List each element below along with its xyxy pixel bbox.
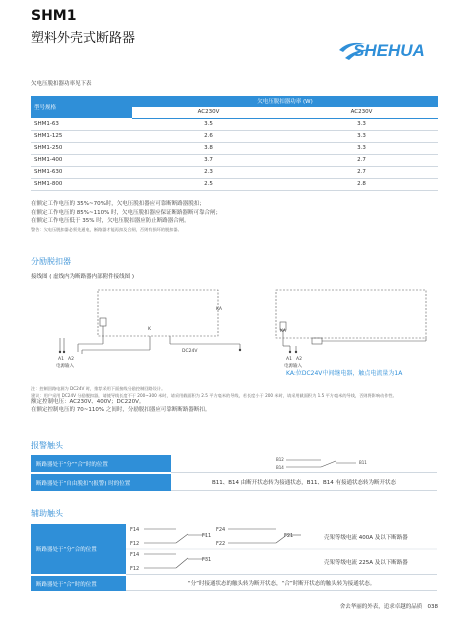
footer-slogan: 舍去华丽的外表，追求卓越的品质: [339, 604, 423, 610]
shunt-note: 建议：用户采用 DC24V 分励脱扣器，请使导线长度不于 200~300 米时，请采用截面积为 2.5 平方毫米的导线，若长度小于 200 米时，请采用截面积为 1.5 平方毫米的导线，否则将影响动作性。: [31, 393, 397, 398]
shunt-wiring-diagram: [40, 282, 440, 378]
svg-text:F11: F11: [202, 533, 212, 539]
aux-row2-value: “分”时接通状态的触头转为断开状态，“合”时断开状态的触头转为接通状态。: [126, 576, 437, 591]
svg-text:A1: A1: [58, 357, 64, 362]
table-row: [31, 130, 438, 142]
svg-text:F12: F12: [130, 541, 140, 547]
uv-note: 在额定工作电压低于 35% 时，欠电压脱扣器应防止断路器合闸。: [31, 218, 190, 224]
uv-note: 在额定工作电压的 85%~110% 时，欠电压脱扣器应保证断路器断可靠合闸；: [31, 209, 222, 216]
product-model: SHM1: [31, 8, 77, 24]
svg-text:电源输入: 电源输入: [284, 364, 302, 369]
table-row: [31, 142, 438, 154]
uv-cell-value: 3.8: [132, 142, 285, 154]
uv-table: [31, 96, 438, 191]
page-number: 038: [427, 604, 438, 610]
aux-row1-label: 断路器处于“分”合的位置: [31, 524, 126, 574]
uv-cell-model: SHM1-400: [31, 154, 132, 166]
uv-cell-model: SHM1-800: [31, 178, 132, 190]
shunt-notes: [31, 385, 441, 414]
svg-text:F14: F14: [130, 527, 140, 533]
table-row: [31, 166, 438, 178]
uv-cell-value: 2.8: [285, 178, 438, 190]
svg-text:壳架等级电流 400A 及以下断路器: 壳架等级电流 400A 及以下断路器: [324, 535, 408, 541]
svg-text:F22: F22: [216, 541, 226, 547]
aux-heading: 辅助触头: [31, 509, 63, 518]
uv-cell-value: 3.3: [285, 130, 438, 142]
uv-cell-value: 3.3: [285, 118, 438, 130]
uv-cell-value: 2.7: [285, 166, 438, 178]
uv-cell-model: SHM1-125: [31, 130, 132, 142]
uv-note: 在额定工作电压的 35%~70%时，欠电压脱扣器应可靠断断路器脱扣；: [31, 201, 205, 207]
svg-text:B11: B11: [359, 460, 367, 465]
uv-table-caption: 欠电压脱扣器功率见下表: [31, 81, 92, 87]
shunt-note: 额定控制电压：AC230V、400V；DC220V。: [31, 399, 145, 405]
uv-cell-value: 2.5: [132, 178, 285, 190]
uv-cell-model: SHM1-630: [31, 166, 132, 178]
svg-text:电源输入: 电源输入: [56, 364, 74, 369]
uv-cell-value: 2.6: [132, 130, 285, 142]
shunt-heading: 分励脱扣器: [31, 257, 71, 266]
uv-cell-model: SHM1-63: [31, 118, 132, 130]
uv-col-power: 欠电压脱扣器功率 (W): [132, 96, 438, 107]
alarm-row-label: 断路器处于“自由脱扣”(报警) 时的位置: [31, 474, 171, 491]
svg-text:A2: A2: [296, 357, 302, 362]
svg-text:F24: F24: [216, 527, 226, 533]
table-row: [31, 178, 438, 190]
uv-cell-value: 3.7: [132, 154, 285, 166]
uv-cell-model: SHM1-250: [31, 142, 132, 154]
shunt-diagram-caption: 接线图 ( 虚线内为断路器内部附件接线图 ): [31, 274, 135, 280]
alarm-row-label: 断路器处于“分”“合”时的位置: [31, 455, 171, 472]
svg-text:F31: F31: [202, 557, 212, 563]
uv-cell-value: 3.5: [132, 118, 285, 130]
svg-text:DC24V: DC24V: [182, 349, 198, 354]
shunt-note: 注：控制回路电源为 DC24V 时，推荐采用下面接线分励控制回路设计。: [31, 386, 166, 391]
uv-cell-value: 2.3: [132, 166, 285, 178]
svg-text:KA: KA: [216, 307, 222, 312]
uv-sub-header: AC230V: [132, 107, 285, 118]
svg-text:F12: F12: [130, 566, 140, 572]
svg-text:壳架等级电流 225A 及以下断路器: 壳架等级电流 225A 及以下断路器: [324, 560, 408, 566]
aux-contact-diagram: [126, 524, 437, 574]
svg-text:KA:位DC24V中间继电器，触点电流量为1A: KA:位DC24V中间继电器，触点电流量为1A: [286, 370, 403, 377]
svg-text:F14: F14: [130, 552, 140, 558]
shunt-note: 在额定控制电压的 70~110% 之间时，分励脱扣器应可靠断断路器断扣。: [31, 406, 211, 413]
aux-row2-label: 断路器处于“合”时的位置: [31, 576, 126, 591]
table-row: [31, 154, 438, 166]
svg-text:A1: A1: [286, 357, 292, 362]
svg-text:K: K: [148, 327, 151, 332]
uv-notes: [31, 200, 441, 233]
svg-text:SHEHUA: SHEHUA: [353, 41, 425, 60]
alarm-contact-diagram: [171, 455, 437, 472]
alarm-heading: 报警触头: [31, 441, 63, 450]
svg-text:B14: B14: [276, 465, 284, 470]
shehua-logo: [337, 30, 437, 66]
svg-text:F21: F21: [284, 533, 294, 539]
svg-text:A2: A2: [68, 357, 74, 362]
alarm-row-value: B11、B14 由断开状态转为接通状态，B11、B14 有接通状态转为断开状态: [171, 474, 437, 491]
table-row: [31, 118, 438, 130]
uv-col-model: 型号规格: [31, 96, 132, 118]
product-title: 塑料外壳式断路器: [31, 31, 136, 46]
svg-text:KA: KA: [280, 329, 286, 334]
aux-row1-diagram: [126, 524, 437, 575]
uv-cell-value: 2.7: [285, 154, 438, 166]
uv-cell-value: 3.3: [285, 142, 438, 154]
uv-warning: 警告：欠电压脱扣器必须先通电，断路器才能再扣及合闸，否则有损坏的脱扣器。: [31, 226, 182, 232]
uv-sub-header: AC230V: [285, 107, 438, 118]
page-footer: [340, 602, 438, 610]
svg-text:B12: B12: [276, 457, 284, 462]
alarm-row-value: [171, 455, 437, 473]
